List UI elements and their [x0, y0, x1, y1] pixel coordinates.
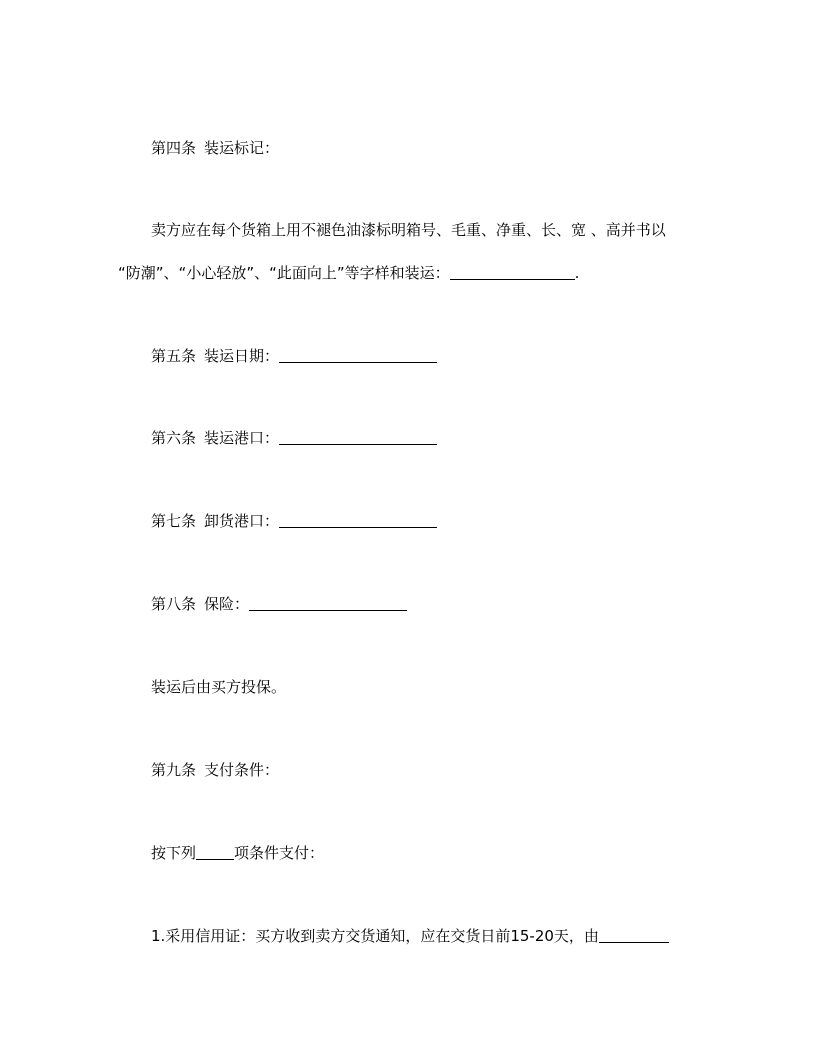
insurance-blank[interactable] [249, 595, 407, 611]
article7-line [151, 511, 437, 531]
article5-title: 装运日期： [204, 347, 280, 365]
article4-title: 装运标记： [204, 139, 280, 157]
shipping-date-blank[interactable] [279, 347, 437, 363]
letter-of-credit-blank[interactable] [599, 927, 669, 943]
article4-number: 第四条 [151, 139, 197, 157]
article6-line [151, 428, 437, 448]
article4-body-line2-text: “防潮”、“小心轻放”、“此面向上”等字样和装运： [118, 264, 450, 282]
article9-item1-text: 1.采用信用证：买方收到卖方交货通知，应在交货日前15-20天，由 [151, 927, 599, 945]
article9-intro-line [151, 843, 324, 863]
article7-title: 卸货港口： [204, 512, 280, 530]
article4-period: . [574, 264, 580, 282]
article9-intro-prefix: 按下列 [151, 844, 197, 862]
article6-number: 第六条 [151, 429, 197, 447]
article6-title: 装运港口： [204, 429, 280, 447]
shipping-mark-blank[interactable] [450, 264, 575, 280]
article9-title: 支付条件： [204, 761, 280, 779]
article9-heading-line [151, 760, 279, 780]
article9-item1-line [151, 926, 669, 946]
article5-number: 第五条 [151, 347, 197, 365]
article7-number: 第七条 [151, 512, 197, 530]
article4-body-line1: 卖方应在每个货箱上用不褪色油漆标明箱号、毛重、净重、长、宽 、高并书以 [151, 221, 666, 239]
article8-number: 第八条 [151, 595, 197, 613]
article5-line [151, 346, 437, 366]
article9-number: 第九条 [151, 761, 197, 779]
article8-line [151, 594, 407, 614]
article9-intro-suffix: 项条件支付： [234, 844, 325, 862]
payment-terms-count-blank[interactable] [196, 844, 234, 860]
article8-note: 装运后由买方投保。 [151, 678, 287, 696]
article4-body-line2 [118, 263, 579, 283]
discharge-port-blank[interactable] [279, 512, 437, 528]
article4-heading-line [151, 138, 279, 158]
article8-title: 保险： [204, 595, 250, 613]
loading-port-blank[interactable] [279, 429, 437, 445]
